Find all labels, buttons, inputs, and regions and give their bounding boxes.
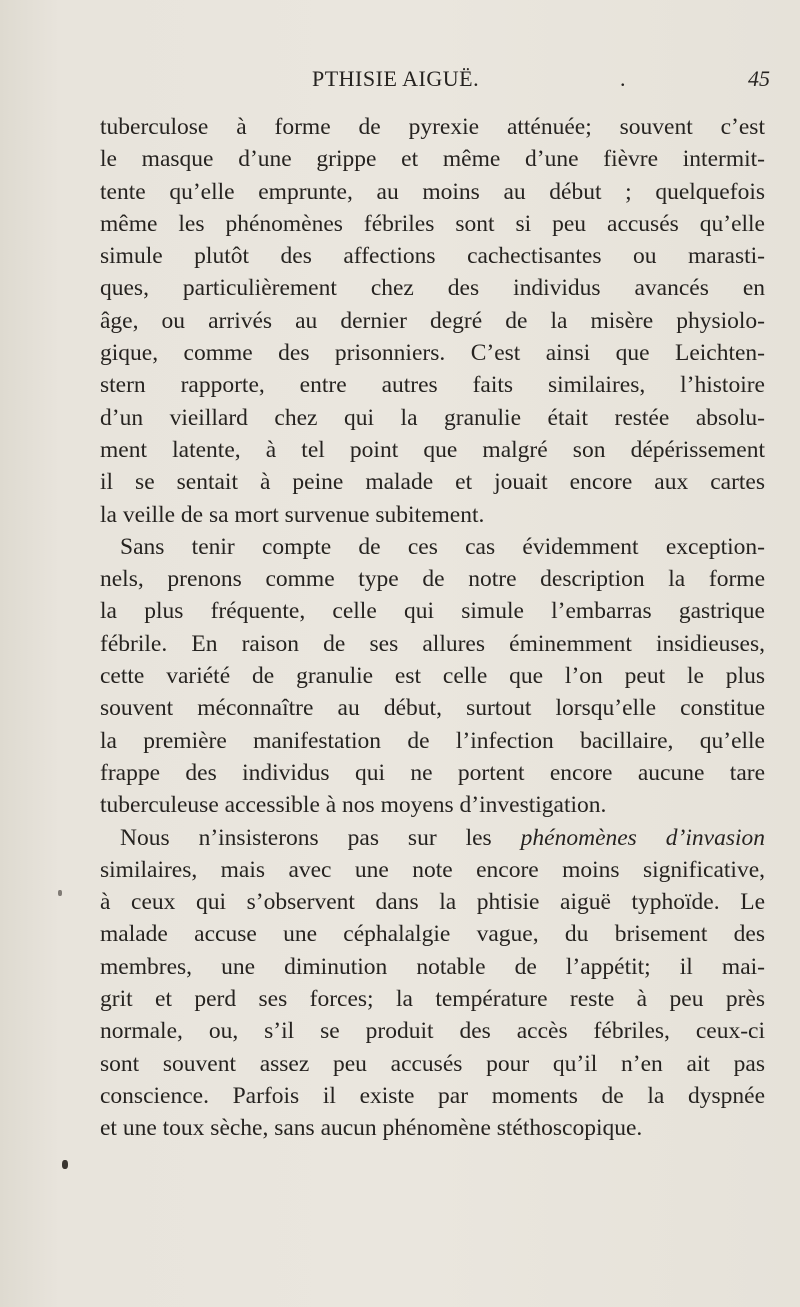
- ink-speck: [62, 1160, 68, 1169]
- text-line: sont souvent assez peu accusés pour qu’il n’en ait pas: [100, 1050, 765, 1077]
- text-line: ques, particulièrement chez des individus avancés en: [100, 275, 765, 302]
- text-line: âge, ou arrivés au dernier degré de la misère physiolo-: [100, 307, 765, 334]
- text-line: à ceux qui s’observent dans la phtisie aiguë typhoïde. Le: [100, 889, 765, 916]
- text-line: fébrile. En raison de ses allures éminemment insidieuses,: [100, 630, 765, 657]
- text-line: souvent méconnaître au début, surtout lorsqu’elle constitue: [100, 695, 765, 722]
- text-line: nels, prenons comme type de notre description la forme: [100, 566, 765, 593]
- paragraph-3: [100, 822, 765, 1145]
- text-line: Sans tenir compte de ces cas évidemment exception-: [120, 533, 765, 560]
- text-line: normale, ou, s’il se produit des accès fébriles, ceux-ci: [100, 1018, 765, 1045]
- italic-term: phénomènes d’invasion: [520, 824, 765, 851]
- text-line: gique, comme des prisonniers. C’est ainsi que Leichten-: [100, 340, 765, 367]
- text-line: la plus fréquente, celle qui simule l’embarras gastrique: [100, 598, 765, 625]
- text-line: membres, une diminution notable de l’appétit; il mai-: [100, 953, 765, 980]
- header-separator: .: [620, 66, 626, 91]
- text-line: il se sentait à peine malade et jouait encore aux cartes: [100, 469, 765, 496]
- text-line: la veille de sa mort survenue subitement.: [100, 501, 485, 528]
- text-line: d’un vieillard chez qui la granulie était restée absolu-: [100, 404, 765, 431]
- text-line: malade accuse une céphalalgie vague, du brisement des: [100, 921, 765, 948]
- text-line: tuberculeuse accessible à nos moyens d’investigation.: [100, 792, 607, 819]
- page-header: [100, 66, 770, 94]
- text-line: ment latente, à tel point que malgré son dépérissement: [100, 436, 765, 463]
- text-line: conscience. Parfois il existe par moments de la dyspnée: [100, 1082, 765, 1109]
- text-line: similaires, mais avec une note encore moins significative,: [100, 856, 765, 883]
- body-text: [100, 111, 765, 1145]
- text-line: simule plutôt des affections cachectisantes ou marasti-: [100, 243, 765, 270]
- text-line: tuberculose à forme de pyrexie atténuée; souvent c’est: [100, 114, 765, 140]
- text-line: [100, 822, 765, 854]
- page-number: 45: [748, 66, 770, 91]
- text-run: Nous n’insisterons pas sur les: [120, 824, 521, 851]
- ink-speck: [58, 890, 62, 896]
- text-line: le masque d’une grippe et même d’une fièvre intermit-: [100, 146, 765, 173]
- text-line: cette variété de granulie est celle que l’on peut le plus: [100, 663, 765, 690]
- paragraph-1-2: [100, 111, 765, 822]
- text-line: frappe des individus qui ne portent encore aucune tare: [100, 759, 765, 786]
- running-title: PTHISIE AIGUË.: [312, 66, 480, 91]
- text-line: stern rapporte, entre autres faits similaires, l’histoire: [100, 372, 765, 399]
- text-line: la première manifestation de l’infection bacillaire, qu’elle: [100, 727, 765, 754]
- text-line: grit et perd ses forces; la température reste à peu près: [100, 986, 765, 1013]
- text-line: et une toux sèche, sans aucun phénomène stéthoscopique.: [100, 1115, 643, 1142]
- text-line: même les phénomènes fébriles sont si peu accusés qu’elle: [100, 210, 765, 237]
- text-line: tente qu’elle emprunte, au moins au début ; quelquefois: [100, 178, 765, 205]
